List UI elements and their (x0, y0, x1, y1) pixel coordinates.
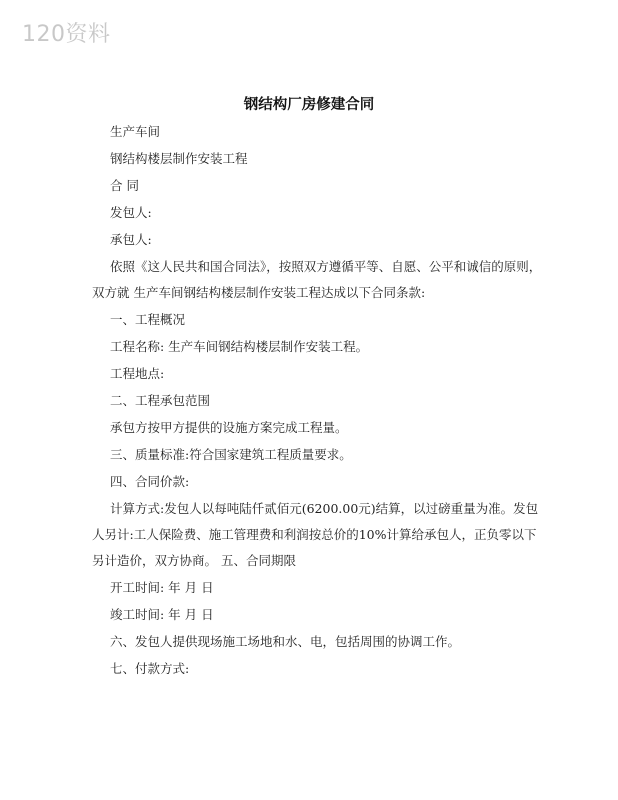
text-line-project-location: 工程地点: (110, 366, 165, 381)
section-heading-payment: 七、付款方式: (110, 661, 190, 676)
section-heading-scope: 二、工程承包范围 (110, 393, 211, 408)
text-line-preamble-2: 双方就 生产车间钢结构楼层制作安装工程达成以下合同条款: (92, 285, 426, 300)
text-line-preamble-1: 依照《这人民共和国合同法》，按照双方遵循平等、自愿、公平和诚信的原则， (110, 259, 542, 274)
text-line-contract-heading: 合 同 (110, 178, 139, 193)
document-title: 钢结构厂房修建合同 (243, 96, 375, 113)
text-line-end-date: 竣工时间: 年 月 日 (110, 607, 214, 622)
section-heading-overview: 一、工程概况 (110, 312, 186, 327)
text-line-price-3: 另计造价，双方协商。 五、合同期限 (92, 553, 296, 568)
section-heading-price: 四、合同价款: (110, 474, 190, 489)
text-line-price-2: 人另计:工人保险费、施工管理费和利润按总价的10%计算给承包人，正负零以下 (92, 527, 537, 542)
text-line-contractor: 承包人: (110, 232, 152, 247)
text-line-workshop: 生产车间 (110, 124, 161, 139)
section-heading-site: 六、发包人提供现场施工场地和水、电，包括周围的协调工作。 (110, 634, 461, 649)
text-line-start-date: 开工时间: 年 月 日 (110, 580, 214, 595)
text-line-employer: 发包人: (110, 205, 152, 220)
section-heading-quality: 三、质量标准:符合国家建筑工程质量要求。 (110, 447, 352, 462)
text-line-scope: 承包方按甲方提供的设施方案完成工程量。 (110, 420, 348, 435)
text-line-project: 钢结构楼层制作安装工程 (110, 151, 248, 166)
text-line-project-name: 工程名称: 生产车间钢结构楼层制作安装工程。 (110, 339, 369, 354)
text-line-price-1: 计算方式:发包人以每吨陆仟贰佰元(6200.00元)结算，以过磅重量为准。发包 (110, 501, 539, 516)
watermark-logo: 120资料 (22, 22, 111, 47)
